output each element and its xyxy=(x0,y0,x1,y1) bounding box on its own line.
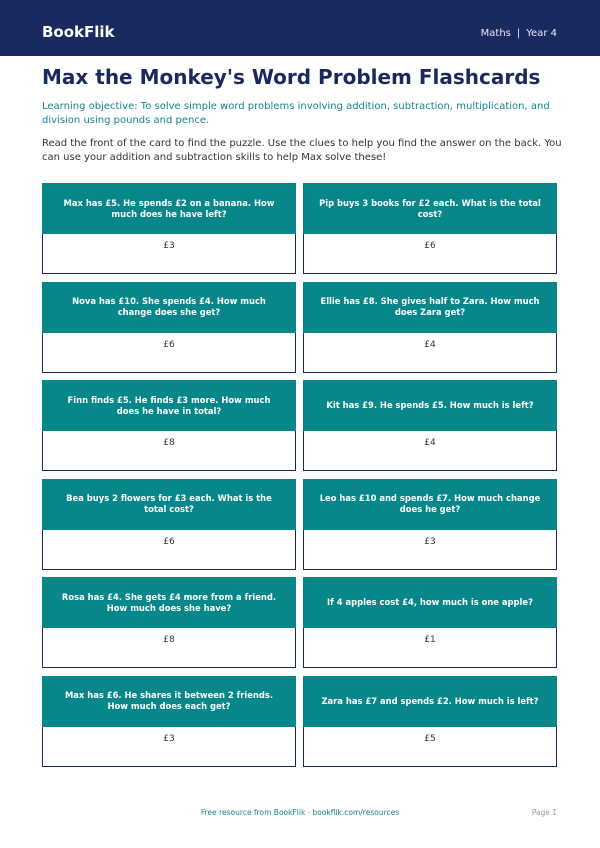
flashcard-answer: £6 xyxy=(42,530,296,570)
flashcard xyxy=(303,183,557,274)
flashcard xyxy=(303,676,557,767)
flashcard-answer: £3 xyxy=(42,727,296,767)
flashcard xyxy=(42,380,296,471)
flashcard-question: Kit has £9. He spends £5. How much is left? xyxy=(303,380,557,431)
meta-separator: | xyxy=(516,28,521,39)
flashcard xyxy=(42,676,296,767)
flashcard-question: Ellie has £8. She gives half to Zara. How much does Zara get? xyxy=(303,282,557,333)
page-title: Max the Monkey's Word Problem Flashcards xyxy=(42,65,541,89)
flashcard-answer: £6 xyxy=(303,234,557,274)
flashcard-answer: £6 xyxy=(42,333,296,373)
flashcard xyxy=(303,380,557,471)
flashcard xyxy=(42,479,296,570)
flashcard-answer: £8 xyxy=(42,431,296,471)
flashcard-answer: £4 xyxy=(303,431,557,471)
flashcard-question: Max has £5. He spends £2 on a banana. How much does he have left? xyxy=(42,183,296,234)
brand-logo-text[interactable]: BookFlik xyxy=(42,23,115,41)
flashcard xyxy=(303,479,557,570)
flashcard-question: Bea buys 2 flowers for £3 each. What is the total cost? xyxy=(42,479,296,530)
flashcard-grid xyxy=(42,183,557,767)
flashcard xyxy=(303,577,557,668)
flashcard-answer: £1 xyxy=(303,628,557,668)
flashcard-answer: £3 xyxy=(42,234,296,274)
year-label: Year 4 xyxy=(526,28,557,39)
flashcard-question: Leo has £10 and spends £7. How much change does he get? xyxy=(303,479,557,530)
flashcard xyxy=(42,183,296,274)
flashcard-answer: £5 xyxy=(303,727,557,767)
flashcard-question: Pip buys 3 books for £2 each. What is the total cost? xyxy=(303,183,557,234)
flashcard-question: Max has £6. He shares it between 2 friends. How much does each get? xyxy=(42,676,296,727)
page-number: Page 1 xyxy=(531,808,557,817)
top-banner xyxy=(0,0,600,56)
flashcard-question: Nova has £10. She spends £4. How much change does she get? xyxy=(42,282,296,333)
flashcard-question: Zara has £7 and spends £2. How much is left? xyxy=(303,676,557,727)
instructions-text: Read the front of the card to find the puzzle. Use the clues to help you find the answer on the back. You can use your addition and subtraction skills to help Max solve these! xyxy=(42,138,562,163)
flashcard xyxy=(42,282,296,373)
flashcard-question: If 4 apples cost £4, how much is one apple? xyxy=(303,577,557,628)
footer-credit[interactable]: Free resource from BookFlik · bookflik.com/resources xyxy=(200,808,400,817)
subject-year-label xyxy=(481,27,557,41)
flashcard-answer: £3 xyxy=(303,530,557,570)
flashcard-answer: £8 xyxy=(42,628,296,668)
subject-label: Maths xyxy=(480,28,511,39)
learning-objective: Learning objective: To solve simple word problems involving addition, subtraction, multiplication, and division using pounds and pence. xyxy=(42,101,550,126)
flashcard-question: Finn finds £5. He finds £3 more. How much does he have in total? xyxy=(42,380,296,431)
flashcard xyxy=(303,282,557,373)
flashcard-question: Rosa has £4. She gets £4 more from a friend. How much does she have? xyxy=(42,577,296,628)
flashcard xyxy=(42,577,296,668)
flashcard-answer: £4 xyxy=(303,333,557,373)
